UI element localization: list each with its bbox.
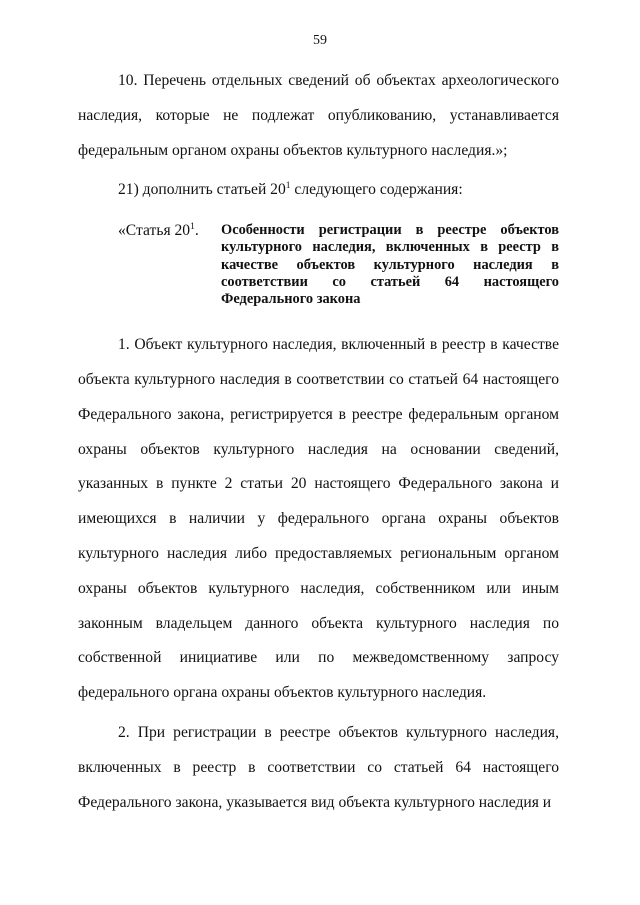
document-body (78, 64, 559, 820)
article-title: Особенности регистрации в реестре объектов культурного наследия, включенных в реестр в качестве объектов культурного наследия в соответствии со статьей 64 настоящего Федерального закона (221, 222, 559, 307)
article-number-dot: . (194, 222, 199, 240)
paragraph-item-21 (78, 173, 559, 208)
paragraph-clause-1: 1. Объект культурного наследия, включенный в реестр в качестве объекта культурного наследия в соответствии со статьей 64 настоящего Федерального закона, регистрируется в реестре федеральным органом охраны объектов культурного наследия на основании сведений, указанных в пункте 2 статьи 20 настоящего Федерального закона и имеющихся в наличии у федерального органа охраны объектов культурного наследия либо предоставляемых региональным органом охраны объектов культурного наследия, собственником или иным законным владельцем данного объекта культурного наследия по собственной инициативе или по межведомственному запросу федерального органа охраны объектов культурного наследия. (78, 336, 559, 702)
article-heading (78, 222, 559, 308)
page-number: 59 (313, 33, 327, 48)
superscript-1: 1 (285, 181, 291, 192)
article-number (78, 222, 221, 308)
paragraph-item-21-tail: следующего содержания: (290, 181, 463, 199)
paragraph-item-21-text: 21) дополнить статьей 20 (118, 181, 286, 199)
article-number-text: «Статья 20 (118, 222, 191, 240)
paragraph-item-10: 10. Перечень отдельных сведений об объектах археологического наследия, которые не подлежат опубликованию, устанавливается федеральным органом охраны объектов культурного наследия.»; (78, 72, 559, 159)
paragraph-clause-2: 2. При регистрации в реестре объектов культурного наследия, включенных в реестр в соответствии со статьей 64 настоящего Федерального закона, указывается вид объекта культурного наследия и (78, 723, 559, 811)
article-number-superscript: 1 (190, 222, 195, 232)
